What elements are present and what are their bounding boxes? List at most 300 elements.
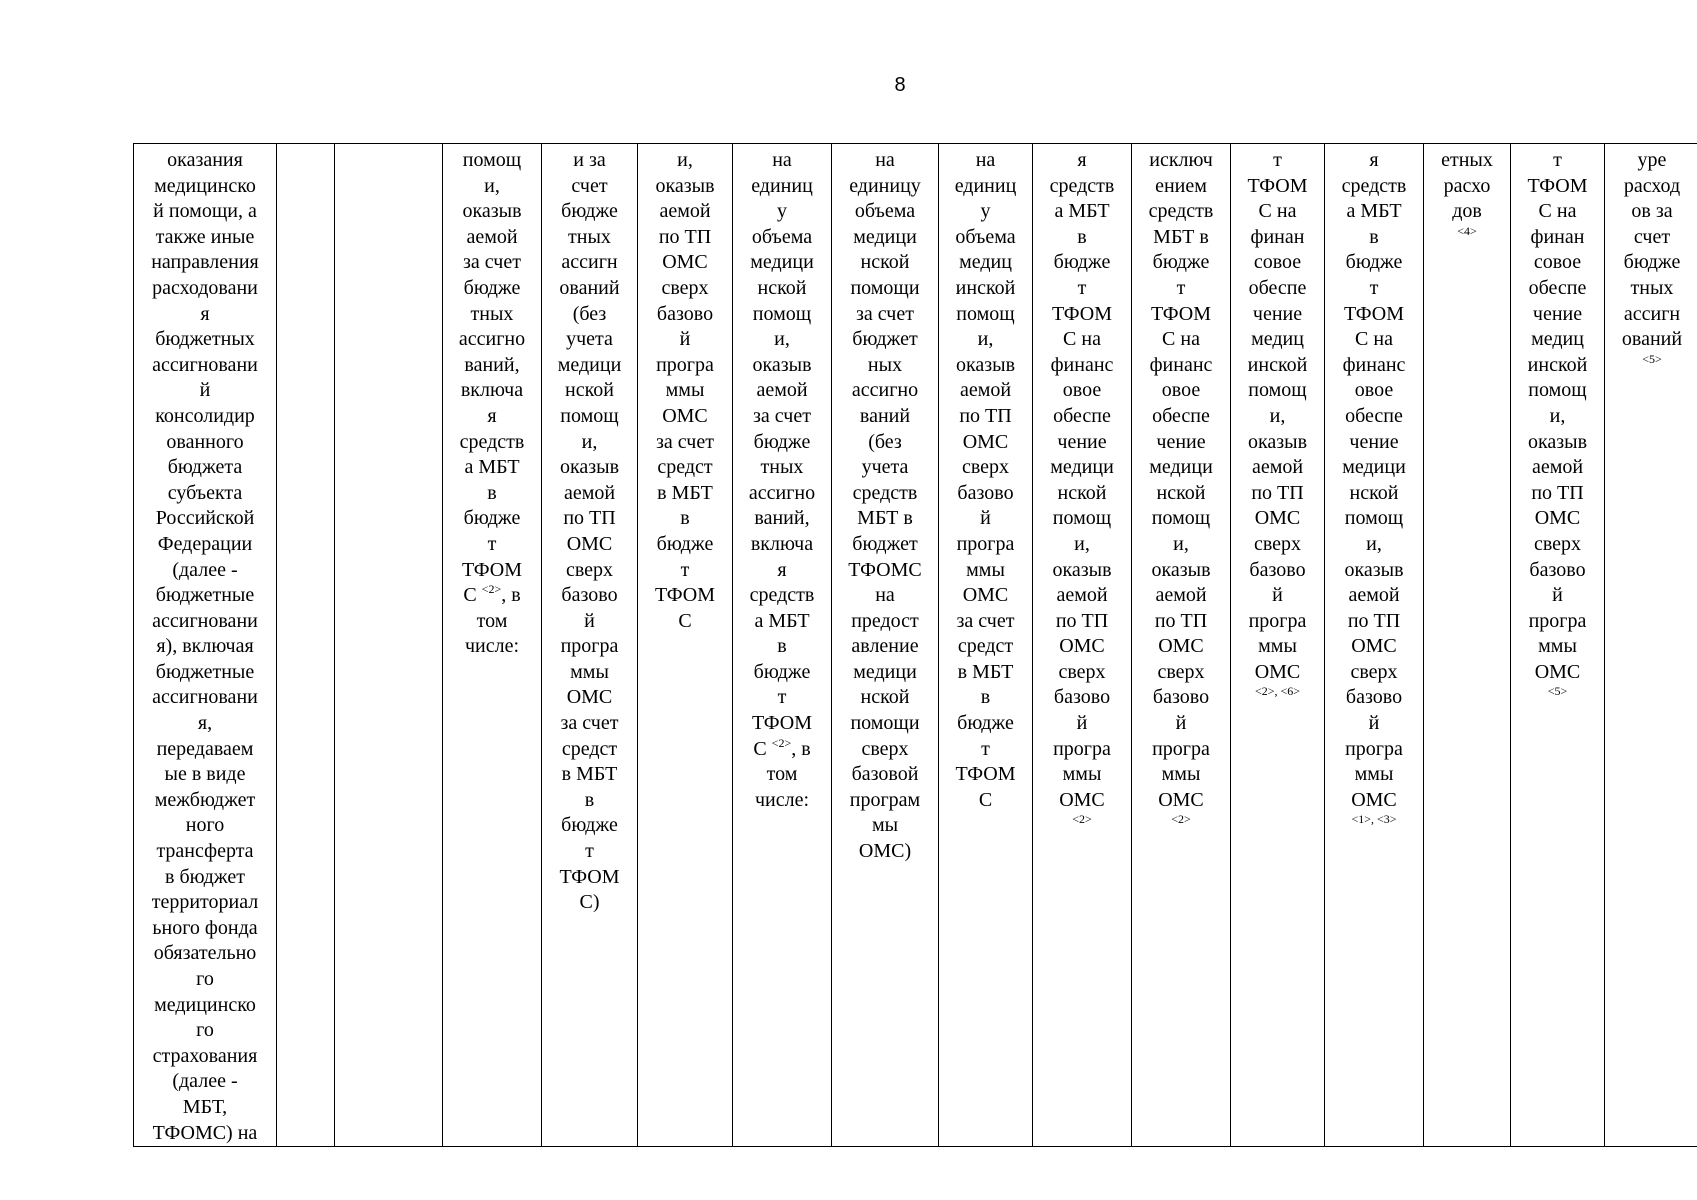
cell-text-line: програ <box>1345 737 1403 760</box>
cell-text-line: и, <box>774 328 790 351</box>
cell-text-line: медици <box>1050 456 1114 479</box>
cell-text-line: финан <box>1250 225 1305 248</box>
cell-text-line: медици <box>557 353 622 376</box>
cell-text-line: помощ <box>462 149 522 171</box>
cell-text-line: в <box>1369 225 1379 248</box>
cell-text-line: совое <box>1253 251 1302 274</box>
cell-text-line: инской <box>1527 353 1588 376</box>
cell-text-line: базово <box>1345 686 1403 709</box>
cell-text-line: ением <box>1155 174 1207 197</box>
cell-text-line: по ТП <box>959 404 1012 427</box>
cell-text-line: (без <box>572 302 607 325</box>
cell-text-line: помощ <box>1248 379 1307 402</box>
cell-text-line: исключ <box>1149 149 1213 171</box>
cell-text-line: програ <box>956 532 1015 555</box>
cell-text-line: програ <box>560 635 619 658</box>
cell-text-line: за счет <box>753 404 811 427</box>
cell-text-line: бюдже <box>1623 251 1681 274</box>
cell-text-line: базово <box>561 584 618 607</box>
cell-text-line: включа <box>750 532 814 555</box>
cell-text-line: а МБТ <box>1346 200 1402 223</box>
cell-text-line: бюдже <box>753 430 811 453</box>
cell-text-line: бюдже <box>561 200 618 223</box>
cell-text-line: базово <box>1249 558 1306 581</box>
table-cell-col-1 <box>134 144 277 1147</box>
table-cell-col-16 <box>1605 144 1697 1147</box>
cell-text-line: ммы <box>1161 763 1201 786</box>
cell-text-line: ммы <box>1354 763 1394 786</box>
cell-text-line: програ <box>1053 737 1111 760</box>
cell-text-line: ОМС <box>1351 635 1397 658</box>
cell-text-line: оказыв <box>1527 430 1588 453</box>
cell-text-line: ваний, <box>754 507 810 530</box>
table-cell-col-2 <box>277 144 335 1147</box>
cell-text-line: средст <box>561 737 618 760</box>
cell-text-line: бюджет <box>852 532 918 555</box>
cell-text-line: аемой <box>1251 456 1304 479</box>
cell-text-line: медици <box>1149 456 1213 479</box>
cell-text-line: обеспе <box>1248 276 1307 299</box>
cell-text-line: т <box>680 558 690 581</box>
cell-text-line: (далее - <box>172 1070 238 1093</box>
cell-text-line: нской <box>1057 481 1107 504</box>
cell-text-line: медиц <box>959 251 1012 274</box>
cell-text-line: медиц <box>1251 328 1304 351</box>
cell-text-line: и, <box>1366 532 1382 555</box>
cell-text-line: базово <box>1152 686 1210 709</box>
cell-text-line: етных <box>1441 149 1493 171</box>
cell-text-line: ТФОМ <box>1051 302 1113 325</box>
cell-text-line: средст <box>657 456 713 479</box>
cell-text-line: бюдже <box>1053 251 1111 274</box>
cell-text-line: сверх <box>861 737 909 760</box>
cell-text-line: включа <box>460 379 524 402</box>
cell-text-line: объема <box>751 225 813 248</box>
cell-text-line: счет <box>1633 225 1671 248</box>
cell-text-line: и, <box>977 328 994 351</box>
cell-text-line: ований <box>1621 328 1683 351</box>
cell-text-line: аемой <box>659 200 711 223</box>
cell-text-line: ьного фонда <box>152 916 258 939</box>
cell-text-line: МБТ в <box>1153 225 1209 248</box>
cell-text-line: по ТП <box>1347 609 1401 632</box>
cell-text-line: обеспе <box>1345 404 1403 427</box>
cell-text-line: обеспе <box>1053 404 1111 427</box>
cell-text-line: ОМС <box>962 430 1009 453</box>
table-cell-col-8 <box>832 144 939 1147</box>
cell-text-line: на <box>875 149 895 171</box>
cell-text-line: счет <box>571 174 608 197</box>
page-number: 8 <box>894 74 906 96</box>
cell-text-line: ваний <box>859 404 911 427</box>
footnote-reference: <4> <box>1457 223 1477 238</box>
cell-text-line: ОМС <box>1158 635 1204 658</box>
cell-text-line: обязательно <box>153 942 257 965</box>
cell-text-line: чение <box>1156 430 1206 453</box>
footnote-reference: <2> <box>1171 812 1191 827</box>
cell-text-line: помощ <box>1344 507 1404 530</box>
cell-text-line: в МБТ <box>957 660 1014 683</box>
cell-text-line: медици <box>750 251 814 274</box>
cell-text-line: ассигновани <box>152 609 258 632</box>
cell-text-line: расходовани <box>152 276 258 299</box>
cell-text-line: тных <box>470 302 514 325</box>
cell-text-line: бюдже <box>463 276 521 299</box>
cell-text-line: и, <box>1173 532 1189 555</box>
cell-text-line: на <box>975 149 996 171</box>
table-cell-col-14 <box>1424 144 1511 1147</box>
cell-text-line: оказыв <box>1151 558 1211 581</box>
cell-text-line: оказыв <box>1247 430 1308 453</box>
cell-text-line: сверх <box>1058 660 1106 683</box>
footnote-reference: <5> <box>1547 684 1568 699</box>
cell-text-line: финанс <box>1050 353 1114 376</box>
cell-text-line: аемой <box>563 481 616 504</box>
cell-text-line: ОМС <box>662 251 708 274</box>
cell-text-line: т <box>1176 276 1186 299</box>
cell-text-line: за счет <box>560 712 619 735</box>
cell-text-line: С на <box>1258 200 1297 223</box>
cell-text-line: й помощи, а <box>153 200 257 223</box>
cell-text-line: ованного <box>166 430 244 453</box>
cell-text-fragment: , в <box>501 584 521 607</box>
cell-text-line: ммы <box>665 379 705 402</box>
cell-text-line: консолидир <box>155 404 255 427</box>
cell-text-line: и за <box>573 149 606 171</box>
footnote-reference: <2>, <6> <box>1254 684 1301 699</box>
cell-text-line: бюдже <box>1152 251 1210 274</box>
cell-text-line: территориал <box>151 891 259 914</box>
cell-text-line: бюджетных <box>155 328 255 351</box>
cell-text-line: нской <box>860 251 910 274</box>
cell-text-line: бюдже <box>1345 251 1403 274</box>
cell-text-line: сверх <box>1533 532 1582 555</box>
cell-text-line: финан <box>1530 225 1585 248</box>
cell-text-line: я <box>777 558 787 581</box>
cell-text-line: передаваем <box>156 737 254 760</box>
cell-text-line: ТФОМ <box>751 712 813 735</box>
cell-text-line: ммы <box>1538 635 1577 658</box>
cell-text-line: т <box>1273 149 1282 171</box>
cell-text-line: ммы <box>1258 635 1297 658</box>
cell-text-line: за счет <box>956 609 1015 632</box>
cell-text-line: бюдже <box>957 712 1014 735</box>
cell-text-line: нской <box>860 686 910 709</box>
cell-text-line: медици <box>853 660 917 683</box>
document-table <box>133 143 1697 1147</box>
cell-text-line: нской <box>1349 481 1399 504</box>
cell-text-line: учета <box>861 456 909 479</box>
cell-text-line: С на <box>1538 200 1577 223</box>
cell-text-line: нской <box>1156 481 1206 504</box>
cell-text-line: ассигн <box>561 251 618 274</box>
cell-text-line: ОМС) <box>858 840 912 863</box>
cell-text-line: ммы <box>570 660 609 683</box>
cell-text-line: т <box>777 686 787 709</box>
cell-text-line: сверх <box>961 456 1010 479</box>
table-cell-col-13 <box>1325 144 1424 1147</box>
cell-text-line: трансферта <box>156 840 254 863</box>
cell-text-line: чение <box>1057 430 1107 453</box>
cell-text-line: овое <box>1161 379 1201 402</box>
cell-text-line: медицинско <box>154 174 256 197</box>
cell-text-line: сверх <box>565 558 614 581</box>
cell-text-line: в <box>680 507 690 530</box>
cell-text-line: числе: <box>464 635 520 658</box>
cell-text-line: (без <box>868 430 902 453</box>
cell-text-line: бюджетные <box>155 584 255 607</box>
cell-text-line: средств <box>852 481 918 504</box>
cell-text-line: ОМС <box>1158 788 1204 811</box>
cell-text-line: ного <box>185 814 225 837</box>
cell-text-line: совое <box>1533 251 1582 274</box>
cell-text-line: бюдже <box>561 814 618 837</box>
cell-text-line: направления <box>151 251 259 274</box>
cell-text-line: бюдже <box>753 660 811 683</box>
footnote-reference: <2> <box>1072 812 1092 827</box>
cell-text-line: и, <box>1549 404 1566 427</box>
cell-text-line: средств <box>749 584 815 607</box>
cell-text-line: оказыв <box>655 174 715 197</box>
cell-text-line: чение <box>1252 302 1303 325</box>
cell-text-line: програ <box>1152 737 1210 760</box>
cell-text-line: ассигно <box>748 481 816 504</box>
cell-text-line: в <box>487 481 497 504</box>
cell-text-line: МБТ в <box>857 507 913 530</box>
cell-text-line: тных <box>568 225 611 248</box>
cell-text-line: помощи <box>850 712 920 735</box>
cell-text-line: оказыв <box>1344 558 1404 581</box>
cell-text-line-with-footnote <box>735 737 829 763</box>
footnote-reference: <2> <box>771 735 792 750</box>
cell-text-line: обеспе <box>1528 276 1587 299</box>
cell-text-line: на <box>772 149 792 171</box>
cell-text-line: и, <box>581 430 598 453</box>
cell-text-line: а МБТ <box>464 456 520 479</box>
cell-text-line: ОМС <box>662 404 708 427</box>
cell-text-line: нской <box>757 276 807 299</box>
cell-text-line: мы <box>871 814 899 837</box>
cell-text-line: го <box>196 1019 214 1042</box>
cell-text-line: базово <box>1529 558 1586 581</box>
cell-text-line: финанс <box>1342 353 1406 376</box>
cell-text-line: бюдже <box>463 507 521 530</box>
cell-text-line: програ <box>656 353 714 376</box>
cell-text-line: оказания <box>167 149 243 171</box>
cell-text-line: по ТП <box>1154 609 1208 632</box>
cell-text-line: том <box>766 763 798 786</box>
cell-text-line: расхо <box>1443 174 1491 197</box>
cell-text-line: помощ <box>560 404 619 427</box>
cell-text-line: оказыв <box>752 353 812 376</box>
cell-text-line: ТФОМ <box>559 865 620 888</box>
cell-text-line: ований <box>559 276 620 299</box>
cell-text-line: й <box>1076 712 1088 735</box>
cell-text-line: ных <box>867 353 903 376</box>
cell-text-line: обеспе <box>1152 404 1210 427</box>
cell-text-fragment: С <box>463 584 482 607</box>
table-row <box>134 144 1697 1147</box>
cell-text-line: т <box>487 532 497 555</box>
cell-text-line: й <box>1272 584 1283 607</box>
table-cell-col-15 <box>1511 144 1605 1147</box>
cell-text-line: учета <box>566 328 613 351</box>
cell-text-line: межбюджет <box>154 788 256 811</box>
cell-text-line: а МБТ <box>1054 200 1110 223</box>
cell-text-line: я, <box>197 712 213 735</box>
cell-text-line: бюджета <box>167 456 243 479</box>
cell-text-line: медиц <box>1531 328 1584 351</box>
cell-text-line: й <box>1368 712 1380 735</box>
cell-text-line: овое <box>1062 379 1102 402</box>
cell-text-line: помощ <box>1528 379 1587 402</box>
cell-text-line: ОМС <box>1059 788 1105 811</box>
cell-text-line: й <box>1175 712 1187 735</box>
cell-text-line: ТФОМ <box>1150 302 1212 325</box>
cell-text-line: сверх <box>661 276 709 299</box>
cell-text-line: чение <box>1532 302 1583 325</box>
cell-text-line: субъекта <box>167 481 243 504</box>
cell-text-line: числе: <box>754 788 810 811</box>
cell-text-line: (далее - <box>172 558 238 581</box>
cell-text-line: Российской <box>155 507 255 530</box>
cell-text-line: ТФОМ <box>654 584 716 607</box>
cell-text-line: дов <box>1452 200 1482 223</box>
cell-text-line: медицинско <box>154 993 256 1016</box>
cell-text-line: сверх <box>1350 660 1398 683</box>
cell-text-line: объема <box>955 225 1016 248</box>
cell-text-line: ассигно <box>458 328 526 351</box>
cell-text-line: аемой <box>756 379 808 402</box>
cell-text-line: страхования <box>152 1044 258 1067</box>
cell-text-line: инской <box>955 276 1016 299</box>
cell-text-line: я <box>487 404 497 427</box>
cell-text-line: ТФОМ <box>461 558 523 581</box>
cell-text-line: сверх <box>1157 660 1205 683</box>
cell-text-line: помощ <box>752 302 812 325</box>
cell-text-line: ТФОМС) на <box>152 1121 258 1144</box>
cell-text-line: за счет <box>856 302 914 325</box>
cell-text-line: ассигн <box>1623 302 1681 325</box>
cell-text-line: в <box>584 788 595 811</box>
table-cell-col-4 <box>443 144 542 1147</box>
cell-text-line: оказыв <box>462 200 522 223</box>
cell-text-line: я <box>1077 149 1087 171</box>
cell-text-line: програ <box>1528 609 1587 632</box>
cell-text-line: ммы <box>966 558 1005 581</box>
table-cell-col-11 <box>1132 144 1231 1147</box>
cell-text-line: ые в виде <box>164 763 246 786</box>
table-cell-col-12 <box>1231 144 1325 1147</box>
cell-text-line: ОМС <box>566 686 613 709</box>
cell-text-line: по ТП <box>1055 609 1109 632</box>
cell-text-line: ТФОМС <box>848 558 922 581</box>
cell-text-line: по ТП <box>1531 481 1584 504</box>
table-cell-col-3 <box>335 144 443 1147</box>
cell-text-line: том <box>476 609 508 632</box>
cell-text-line: овое <box>1354 379 1394 402</box>
cell-text-line: ОМС <box>566 532 613 555</box>
cell-text-line: ассигновани <box>152 353 258 376</box>
cell-text-line: аемой <box>466 225 518 248</box>
cell-text-line: нской <box>565 379 614 402</box>
cell-text-line: у <box>777 200 787 223</box>
cell-text-line: на <box>875 584 895 607</box>
cell-text-line: програ <box>1248 609 1307 632</box>
cell-text-line: ОМС <box>962 584 1009 607</box>
cell-text-line: я <box>1369 149 1379 171</box>
cell-text-line: т <box>1553 149 1562 171</box>
cell-text-line: и, <box>484 174 500 197</box>
cell-text-line: й <box>1552 584 1563 607</box>
cell-text-line: го <box>196 968 214 990</box>
cell-text-line: ов за <box>1631 200 1673 223</box>
cell-text-line: бюджет <box>852 328 918 351</box>
footnote-reference: <2> <box>481 582 502 597</box>
cell-text-line: у <box>980 200 991 223</box>
cell-text-line: ОМС <box>1534 660 1581 683</box>
cell-text-line: аемой <box>1531 456 1584 479</box>
cell-text-line: по ТП <box>1251 481 1304 504</box>
cell-text-line: за счет <box>463 251 521 274</box>
cell-text-line: бюджетные <box>155 660 255 683</box>
cell-text-line-with-footnote <box>445 583 539 609</box>
cell-text-line: ОМС <box>1059 635 1105 658</box>
cell-text-line: базово <box>957 481 1014 504</box>
cell-text-line: С на <box>1355 328 1393 351</box>
cell-text-line: по ТП <box>563 507 616 530</box>
cell-text-line: в <box>980 686 991 709</box>
cell-text-line: С на <box>1162 328 1200 351</box>
cell-text-line: а МБТ <box>754 609 810 632</box>
cell-text-line: авление <box>851 635 919 658</box>
cell-text-line: единицу <box>849 174 921 197</box>
cell-text-line: й <box>584 609 595 632</box>
table-cell-col-7 <box>733 144 832 1147</box>
cell-text-line: средств <box>1148 200 1214 223</box>
cell-text-line: помощ <box>956 302 1015 325</box>
cell-text-line: ОМС <box>1254 507 1301 530</box>
cell-text-line: медици <box>853 225 917 248</box>
cell-text-line: базово <box>656 302 714 325</box>
cell-text-line: ТФОМ <box>955 763 1016 786</box>
cell-text-line: тных <box>1630 276 1674 299</box>
cell-text-line: бюдже <box>656 532 714 555</box>
cell-text-line: ваний, <box>464 353 520 376</box>
cell-text-line: я), включая <box>156 635 254 658</box>
cell-text-line: т <box>1369 276 1379 299</box>
cell-text-line: програм <box>849 788 921 811</box>
cell-text-line: ассигно <box>851 379 919 402</box>
cell-text-line: предост <box>851 609 919 632</box>
cell-text-line: МБТ, <box>182 1095 228 1118</box>
table-cell-col-5 <box>542 144 638 1147</box>
cell-text-line: также иные <box>155 225 255 248</box>
cell-text-fragment: , в <box>791 737 811 760</box>
table-cell-col-9 <box>939 144 1033 1147</box>
cell-text-line: помощ <box>1151 507 1211 530</box>
cell-text-line: в <box>1077 225 1087 248</box>
cell-text-line: я <box>200 302 210 325</box>
cell-text-line: базовой <box>851 763 919 786</box>
cell-text-line: т <box>1077 276 1087 299</box>
cell-text-line: за счет <box>656 430 714 453</box>
cell-text-line: С) <box>579 891 600 914</box>
cell-text-line: й <box>980 507 991 530</box>
cell-text-line: ОМС <box>1351 788 1397 811</box>
footnote-reference: <1>, <3> <box>1351 812 1397 827</box>
cell-text-line: в <box>777 635 787 658</box>
